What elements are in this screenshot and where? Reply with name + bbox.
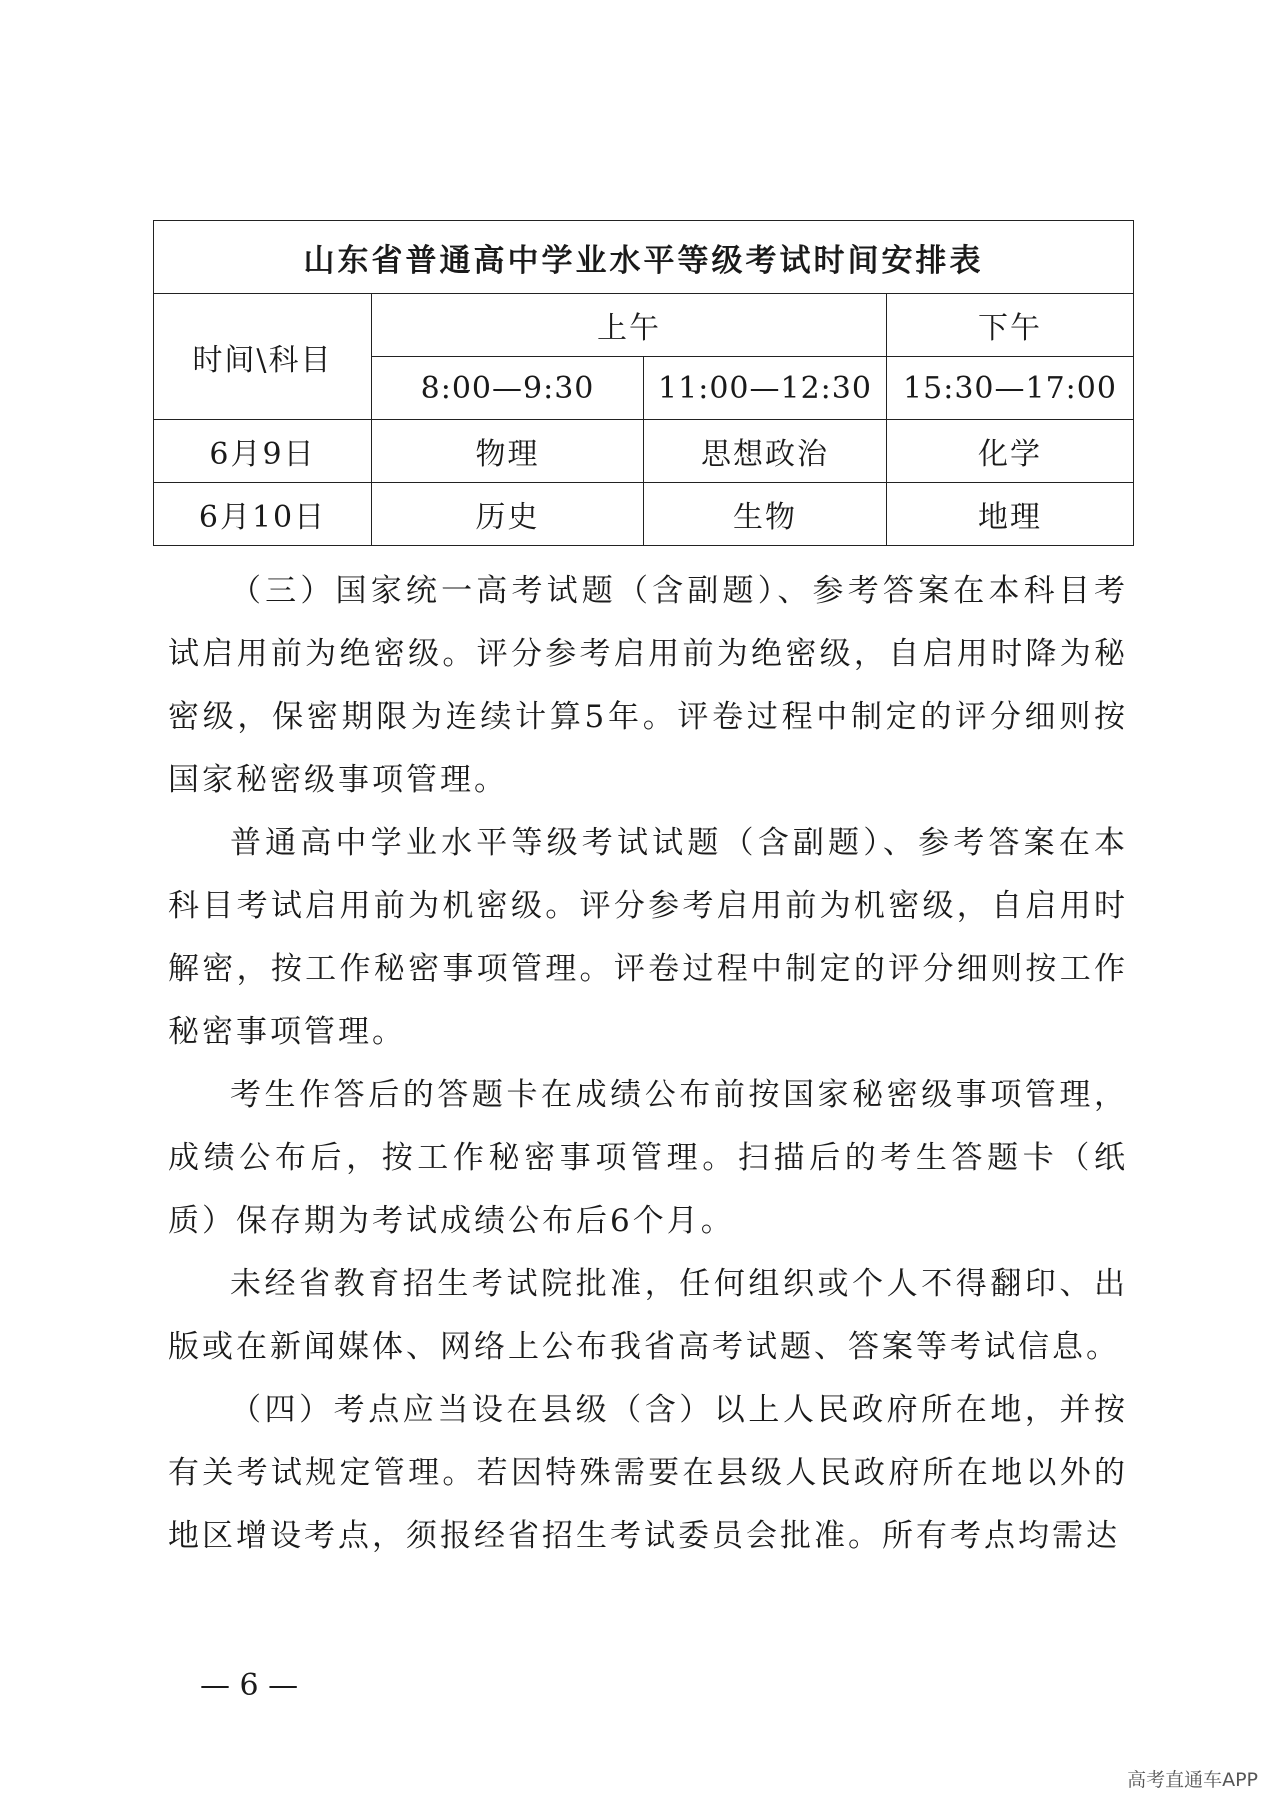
- time-slot-1: 8:00—9:30: [372, 357, 644, 420]
- paragraph: （四）考点应当设在县级（含）以上人民政府所在地，并按有关考试规定管理。若因特殊需要在县级人民政府所在地以外的地区增设考点，须报经省招生考试委员会批准。所有考点均需达: [168, 1392, 1128, 1554]
- page-number: — 6 —: [200, 1668, 299, 1703]
- subject-cell: 历史: [372, 483, 644, 546]
- paragraph: 未经省教育招生考试院批准，任何组织或个人不得翻印、出版或在新闻媒体、网络上公布我省高考试题、答案等考试信息。: [168, 1266, 1128, 1365]
- subject-cell: 生物: [644, 483, 887, 546]
- subject-cell: 地理: [887, 483, 1134, 546]
- table-title: 山东省普通高中学业水平等级考试时间安排表: [154, 221, 1134, 294]
- document-body: [168, 560, 1128, 1568]
- paragraph: （三）国家统一高考试题（含副题）、参考答案在本科目考试启用前为绝密级。评分参考启用前为绝密级，自启用时降为秘密级，保密期限为连续计算5年。评卷过程中制定的评分细则按国家秘密级事项管理。: [168, 573, 1128, 798]
- exam-schedule-table: [153, 220, 1134, 546]
- paragraph: 考生作答后的答题卡在成绩公布前按国家秘密级事项管理，成绩公布后，按工作秘密事项管理。扫描后的考生答题卡（纸质）保存期为考试成绩公布后6个月。: [168, 1077, 1128, 1239]
- row-date: 6月9日: [154, 420, 372, 483]
- paragraph: 普通高中学业水平等级考试试题（含副题）、参考答案在本科目考试启用前为机密级。评分参考启用前为机密级，自启用时解密，按工作秘密事项管理。评卷过程中制定的评分细则按工作秘密事项管理。: [168, 825, 1128, 1050]
- table-row: [154, 420, 1134, 483]
- corner-header: 时间\科目: [154, 294, 372, 420]
- time-slot-2: 11:00—12:30: [644, 357, 887, 420]
- time-slot-3: 15:30—17:00: [887, 357, 1134, 420]
- morning-header: 上午: [372, 294, 887, 357]
- subject-cell: 物理: [372, 420, 644, 483]
- afternoon-header: 下午: [887, 294, 1134, 357]
- subject-cell: 化学: [887, 420, 1134, 483]
- table-row: [154, 483, 1134, 546]
- subject-cell: 思想政治: [644, 420, 887, 483]
- watermark: 高考直通车APP: [1127, 1769, 1258, 1791]
- row-date: 6月10日: [154, 483, 372, 546]
